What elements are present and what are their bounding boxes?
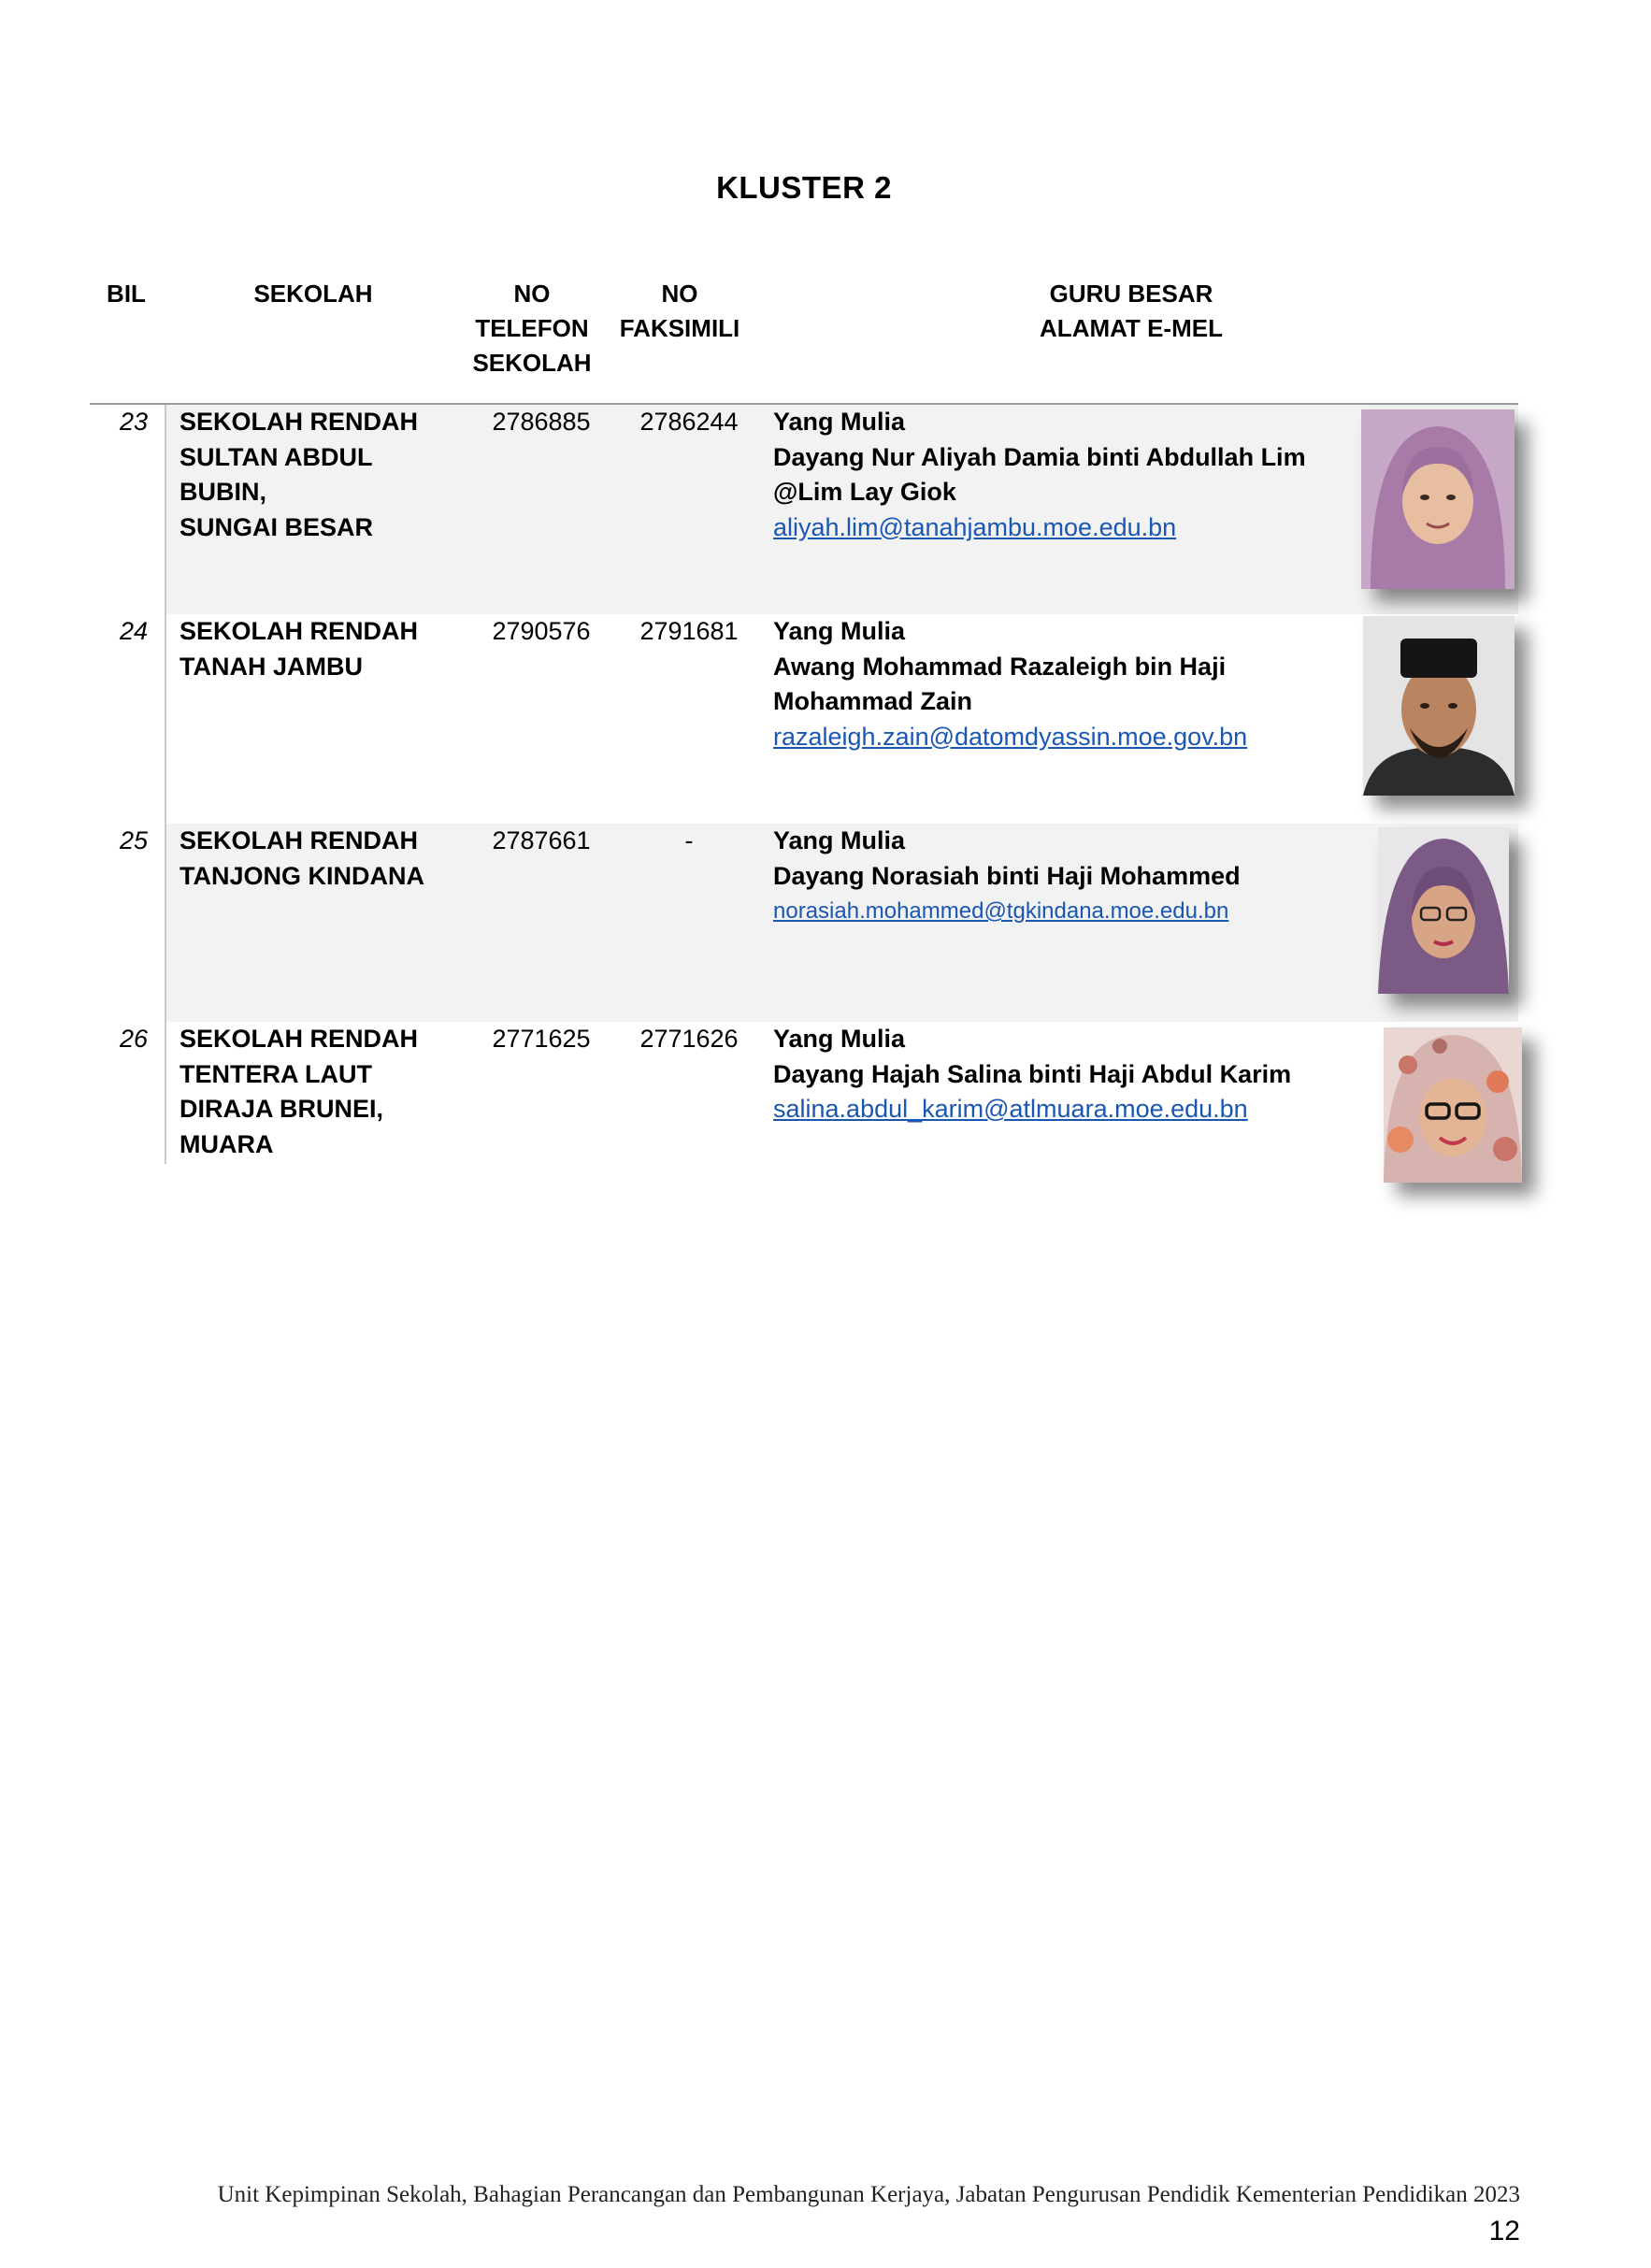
page-number: 12 bbox=[1488, 2216, 1520, 2246]
portrait-image bbox=[1361, 409, 1515, 589]
header-guru-besar: GURU BESAR ALAMAT E-MEL bbox=[1040, 280, 1223, 342]
table-row bbox=[90, 824, 1518, 1022]
headteacher-photo bbox=[1378, 827, 1509, 994]
row-telefon: 2787661 bbox=[492, 826, 591, 854]
table-row bbox=[90, 614, 1518, 824]
portrait-image bbox=[1384, 1027, 1522, 1183]
row-telefon: 2790576 bbox=[492, 617, 591, 645]
row-faksimili: - bbox=[684, 826, 694, 854]
row-telefon: 2771625 bbox=[492, 1025, 591, 1053]
row-guru-besar: Yang Mulia Awang Mohammad Razaleigh bin Haji Mohammad Zain razaleigh.zain@datomdyassin.moe.gov.bn bbox=[773, 614, 1446, 754]
headteacher-photo bbox=[1384, 1027, 1522, 1183]
row-sekolah: SEKOLAH RENDAH TENTERA LAUT DIRAJA BRUNEI, MUARA bbox=[179, 1025, 419, 1158]
row-bil: 23 bbox=[119, 408, 149, 436]
portrait-image bbox=[1378, 827, 1509, 994]
row-faksimili: 2771626 bbox=[639, 1025, 739, 1053]
table-row bbox=[90, 1022, 1518, 1171]
row-faksimili: 2791681 bbox=[639, 617, 739, 645]
row-bil: 24 bbox=[119, 617, 149, 645]
headteacher-photo bbox=[1363, 616, 1515, 796]
row-bil: 25 bbox=[119, 826, 149, 854]
row-guru-besar: Yang Mulia Dayang Nur Aliyah Damia binti Abdullah Lim @Lim Lay Giok aliyah.lim@tanahjambu.moe.edu.bn bbox=[773, 405, 1446, 545]
email-link[interactable]: salina.abdul_karim@atlmuara.moe.edu.bn bbox=[773, 1095, 1248, 1123]
header-telefon: NO TELEFON SEKOLAH bbox=[472, 280, 592, 377]
email-link[interactable]: aliyah.lim@tanahjambu.moe.edu.bn bbox=[773, 512, 1177, 541]
email-link[interactable]: razaleigh.zain@datomdyassin.moe.gov.bn bbox=[773, 722, 1248, 751]
header-bil: BIL bbox=[107, 280, 146, 308]
header-faksimili: NO FAKSIMILI bbox=[619, 280, 740, 342]
page-footer: Unit Kepimpinan Sekolah, Bahagian Perancangan dan Pembangunan Kerjaya, Jabatan Pengurusan Pendidik Kementerian Pendidikan 2023 bbox=[217, 2182, 1520, 2207]
row-telefon: 2786885 bbox=[492, 408, 591, 436]
email-link[interactable]: norasiah.mohammed@tgkindana.moe.edu.bn bbox=[773, 898, 1229, 924]
header-sekolah: SEKOLAH bbox=[253, 280, 373, 308]
row-faksimili: 2786244 bbox=[639, 408, 739, 436]
portrait-image bbox=[1363, 616, 1515, 796]
row-bil: 26 bbox=[119, 1025, 149, 1053]
row-sekolah: SEKOLAH RENDAH TANJONG KINDANA bbox=[179, 826, 424, 890]
row-guru-besar: Yang Mulia Dayang Hajah Salina binti Haji Abdul Karim salina.abdul_karim@atlmuara.moe.edu.bn bbox=[773, 1022, 1446, 1127]
row-sekolah: SEKOLAH RENDAH TANAH JAMBU bbox=[179, 617, 419, 681]
row-guru-besar: Yang Mulia Dayang Norasiah binti Haji Mohammed norasiah.mohammed@tgkindana.moe.edu.bn bbox=[773, 824, 1446, 929]
row-sekolah: SEKOLAH RENDAH SULTAN ABDUL BUBIN, SUNGAI BESAR bbox=[179, 408, 419, 541]
page-title: KLUSTER 2 bbox=[716, 170, 892, 205]
headteacher-photo bbox=[1361, 409, 1515, 589]
table-row bbox=[90, 405, 1518, 614]
